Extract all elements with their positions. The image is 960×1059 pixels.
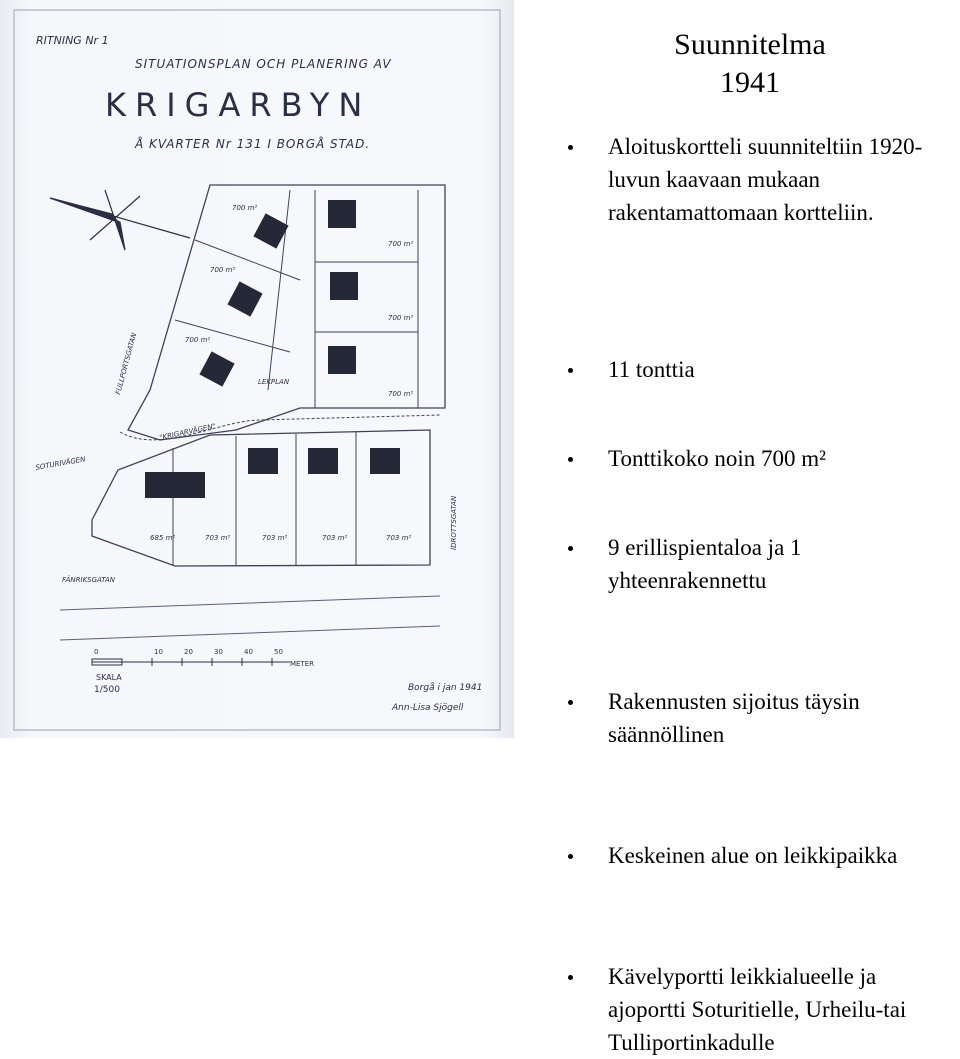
scale-label: SKALA: [96, 673, 122, 682]
signature-date: Borgå i jan 1941: [408, 683, 483, 693]
street-krigarvagen: "KRIGARVÄGEN": [158, 422, 217, 442]
plot-area-label: 700 m²: [388, 240, 414, 248]
street-fanriksgatan: FÄNRIKSGATAN: [62, 576, 115, 584]
signature: Ann-Lisa Sjögell: [392, 703, 464, 713]
slide-title: [560, 26, 940, 102]
street-idrottsgatan: IDROTTSGATAN: [450, 495, 458, 550]
bullet-list: [568, 130, 958, 1055]
scale-tick-label: 0: [94, 648, 99, 656]
scale-unit: METER: [290, 660, 315, 668]
plot-area-label: 700 m²: [210, 266, 236, 274]
bullet-text: 9 erillispientaloa ja 1 yhteenrakennettu: [608, 535, 802, 593]
bullet-item: [568, 960, 958, 1059]
plot-area-label: 700 m²: [185, 336, 211, 344]
street-soturivagen: SOTURIVÄGEN: [34, 455, 87, 472]
bullet-item: [568, 685, 958, 751]
scale-tick-label: 20: [184, 648, 193, 656]
bullet-dot-icon: [568, 145, 573, 150]
bullet-item: [568, 442, 958, 475]
bullet-dot-icon: [568, 854, 573, 859]
plan-name: KRIGARBYN: [105, 86, 372, 124]
compass-rose-icon: [50, 190, 190, 250]
bullet-text: 11 tonttia: [608, 357, 695, 382]
plot-area-label: 700 m²: [232, 204, 258, 212]
bullet-item: [568, 531, 958, 597]
street-fullportsgatan: FULLPORTSGATAN: [114, 331, 139, 396]
bullet-dot-icon: [568, 700, 573, 705]
bullet-dot-icon: [568, 457, 573, 462]
scale-tick-label: 40: [244, 648, 253, 656]
scale-tick-label: 30: [214, 648, 223, 656]
plan-heading: SITUATIONSPLAN OCH PLANERING AV: [135, 57, 392, 71]
plot-area-label: 700 m²: [388, 314, 414, 322]
bullet-text: Keskeinen alue on leikkipaikka: [608, 843, 898, 868]
plot-area-label: 685 m²: [150, 534, 176, 542]
plan-location: Å KVARTER Nr 131 I BORGÅ STAD.: [135, 137, 371, 151]
play-area-label: LEKPLAN: [258, 378, 290, 386]
plot-area-label: 703 m²: [322, 534, 348, 542]
drawing-number: RITNING Nr 1: [36, 34, 109, 47]
plot-area-label: 703 m²: [262, 534, 288, 542]
site-plan-drawing: [0, 0, 514, 738]
bullet-dot-icon: [568, 546, 573, 551]
scale-tick-label: 50: [274, 648, 283, 656]
bullet-item: [568, 839, 958, 872]
scale-ratio: 1/500: [94, 685, 120, 695]
scale-tick-label: 10: [154, 648, 163, 656]
plot-area-label: 703 m²: [205, 534, 231, 542]
bullet-dot-icon: [568, 368, 573, 373]
plot-area-label: 703 m²: [386, 534, 412, 542]
bullet-dot-icon: [568, 975, 573, 980]
bullet-text: Tonttikoko noin 700 m²: [608, 446, 827, 471]
slide-title-line2: 1941: [720, 66, 780, 99]
slide-title-line1: Suunnitelma: [674, 28, 826, 61]
plot-area-label: 700 m²: [388, 390, 414, 398]
scale-bar: [92, 658, 290, 666]
bullet-item: [568, 353, 958, 386]
bullet-text: Rakennusten sijoitus täysin säännöllinen: [608, 689, 860, 747]
site-plan-svg: [0, 0, 514, 738]
bullet-text: Kävelyportti leikkialueelle ja ajoportti Soturitielle, Urheilu-tai Tulliportinkadulle: [608, 964, 907, 1055]
bullet-item: [568, 130, 958, 229]
bullet-text: Aloituskortteli suunniteltiin 1920-luvun kaavaan mukaan rakentamattomaan kortteliin.: [608, 134, 923, 225]
